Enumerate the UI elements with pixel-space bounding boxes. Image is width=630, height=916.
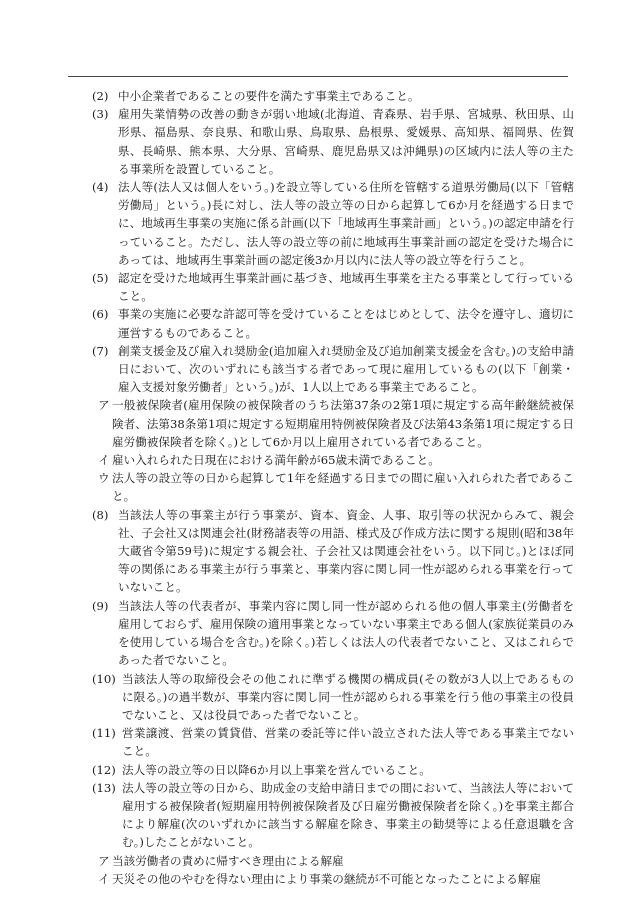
list-item-number: (7) (92, 343, 109, 358)
list-item-number: (12) (92, 762, 116, 777)
list-item-text: 当該法人等の代表者が、事業内容に関し同一性が認められる他の個人事業主(労働者を雇用しておらず、雇用保険の適用事業となっていない事業主である個人(家族従業員のみを使用している場合を含む。)を除く。)若しくは法人の代表者でないこと、又はこれらであった者でないこと。 (118, 598, 574, 668)
sub-item-number: ア (98, 398, 110, 413)
list-item-text: 認定を受けた地域再生事業計画に基づき、地域再生事業を主たる事業として行っていること。 (118, 271, 574, 304)
list-item (92, 670, 574, 725)
list-item-number: (3) (92, 107, 109, 122)
sub-item-text: 雇い入れられた日現在における満年齢が65歳未満であること。 (112, 453, 440, 468)
list-item (92, 178, 574, 269)
list-item (92, 506, 574, 597)
sub-item-text: 天災その他のやむを得ない理由により事業の継続が不可能となったことによる解雇 (112, 871, 541, 886)
list-item-text: 創業支援金及び雇入れ奨励金(追加雇入れ奨励金及び追加創業支援金を含む。)の支給申請日において、次のいずれにも該当する者であって現に雇用しているもの(以下「創業・雇入支援対象労働者」という。)が、1人以上である事業主であること。 (118, 343, 574, 395)
list-item (92, 305, 574, 341)
list-item-text: 法人等(法人又は個人をいう。)を設立等している住所を管轄する道県労働局(以下「管轄労働局」という。)長に対し、法人等の設立等の日から起算して6か月を経過する日までに、地域再生事業の実施に係る計画(以下「地域再生事業計画」という。)の認定申請を行っていること。ただし、法人等の設立等の前に地域再生事業計画の認定を受けた場合にあっては、地域再生事業計画の認定後3か月以内に法人等の設立等を行うこと。 (118, 180, 574, 267)
list-item-text: 営業譲渡、営業の賃貸借、営業の委託等に伴い設立された法人等である事業主でないこと。 (122, 726, 574, 759)
list-item-number: (4) (92, 180, 109, 195)
list-item-text: 当該法人等の事業主が行う事業が、資本、資金、人事、取引等の状況からみて、親会社、子会社又は関連会社(財務諸表等の用語、様式及び作成方法に関する規則(昭和38年大蔵省令第59号)に規定する親会社、子会社又は関連会社をいう。以下同じ。)とほぼ同等の関係にある事業主が行う事業と、事業内容に関し同一性が認められる事業を行っていないこと。 (118, 507, 574, 595)
list-item-text: 法人等の設立等の日から、助成金の支給申請日までの間において、当該法人等において雇用する被保険者(短期雇用特例被保険者及び日雇労働被保険者を除く。)を事業主都合により解雇(次のいずれかに該当する解雇を除き、事業主の勧奨等による任意退職を含む。)したことがないこと。 (122, 780, 574, 850)
list-item-text: 当該法人等の取締役会その他これに準ずる機関の構成員(その数が3人以上であるものに限る。)の過半数が、事業内容に関し同一性が認められる事業を行う他の事業主の役員でないこと、又は役員であった者でないこと。 (122, 671, 574, 722)
sub-item-text: 一般被保険者(雇用保険の被保険者のうち法第37条の2第1項に規定する高年齢継続被保険者、法第38条第1項に規定する短期雇用特例被保険者及び法第43条第1項に規定する日雇労働被保険者を除く。)として6か月以上雇用されている者であること。 (112, 398, 574, 449)
list-item-text: 中小企業者であることの要件を満たす事業主であること。 (118, 89, 420, 103)
list-item (92, 105, 574, 178)
list-item-number: (11) (92, 726, 116, 741)
sub-item-number: イ (98, 453, 110, 468)
list-item-number: (2) (92, 89, 109, 103)
list-item-text: 法人等の設立等の日以降6か月以上事業を営んでいること。 (122, 762, 431, 777)
list-item (92, 597, 574, 670)
list-item-text: 雇用失業情勢の改善の動きが弱い地域(北海道、青森県、岩手県、宮城県、秋田県、山形県、福島県、奈良県、和歌山県、鳥取県、島根県、愛媛県、高知県、福岡県、佐賀県、長崎県、熊本県、大分県、宮崎県、鹿児島県又は沖縄県)の区域内に法人等の主たる事業所を設置していること。 (118, 107, 574, 176)
sub-item (92, 469, 574, 505)
sub-item-text: 当該労働者の責めに帰すべき理由による解雇 (112, 853, 344, 868)
sub-item (92, 852, 574, 870)
list-item-number: (9) (92, 598, 109, 613)
list-item (92, 724, 574, 760)
sub-item (92, 451, 574, 469)
list-item-number: (13) (92, 780, 116, 795)
list-item (92, 269, 574, 305)
list-item (92, 342, 574, 397)
sub-item (92, 396, 574, 451)
list-item (92, 87, 574, 105)
list-item-number: (6) (92, 307, 109, 322)
requirements-list (92, 87, 574, 888)
sub-item (92, 870, 574, 888)
list-item (92, 761, 574, 779)
list-item (92, 779, 574, 852)
sub-item-text: 法人等の設立等の日から起算して1年を経過する日までの間に雇い入れられた者であること。 (112, 471, 574, 504)
sub-item-number: ア (98, 853, 110, 868)
header-rule (68, 76, 568, 77)
list-item-number: (8) (92, 507, 109, 522)
list-item-number: (5) (92, 271, 109, 286)
list-item-number: (10) (92, 671, 116, 686)
sub-item-number: イ (98, 871, 110, 886)
sub-item-number: ウ (98, 471, 110, 486)
list-item-text: 事業の実施に必要な許認可等を受けていることをはじめとして、法令を遵守し、適切に運営するものであること。 (118, 307, 574, 340)
